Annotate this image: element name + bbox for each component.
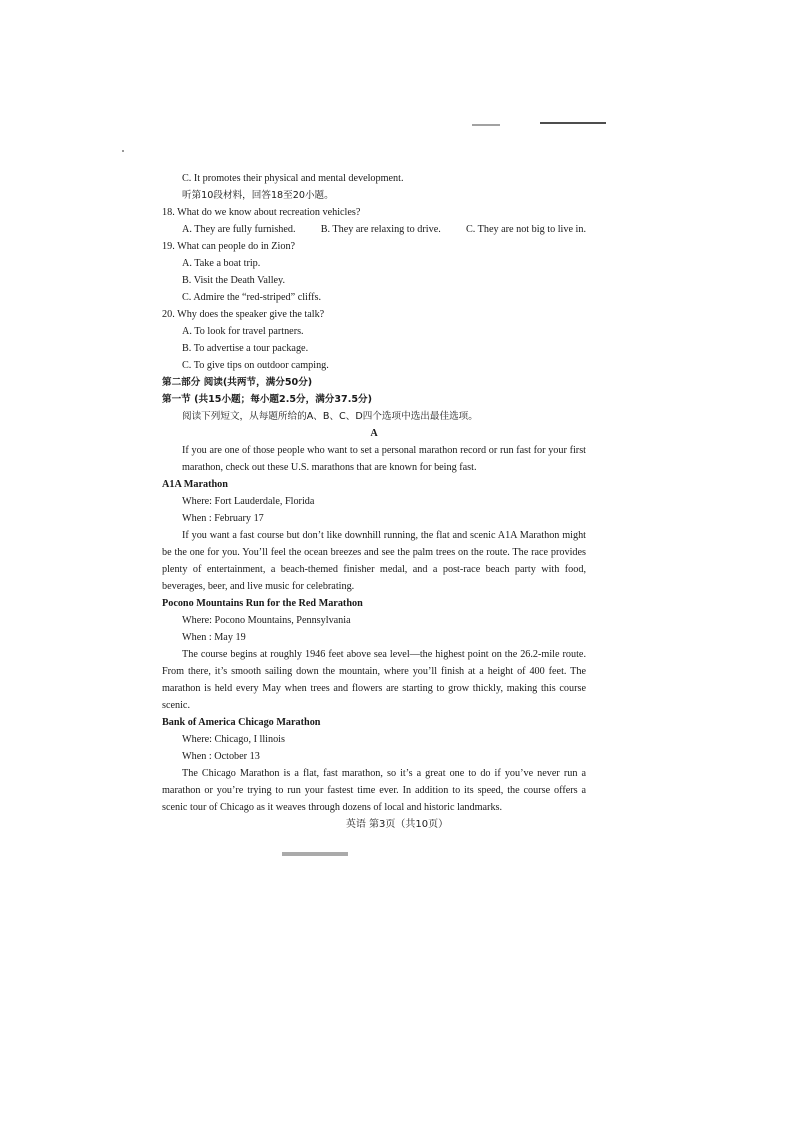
marathon-2-when: When : May 19: [182, 632, 246, 643]
q17-option-c: C. It promotes their physical and mental development.: [182, 173, 404, 184]
marathon-2-name: Pocono Mountains Run for the Red Marathon: [162, 598, 363, 609]
q19-option-c: C. Admire the “red-striped” cliffs.: [182, 292, 321, 303]
marathon-3-when: When : October 13: [182, 751, 260, 762]
q18-question: 18. What do we know about recreation vehicles?: [162, 207, 361, 218]
q19-option-b: B. Visit the Death Valley.: [182, 275, 286, 286]
marathon-3-name: Bank of America Chicago Marathon: [162, 717, 321, 728]
q18-option-c: C. They are not big to live in.: [465, 224, 586, 235]
q18-options: [162, 221, 586, 238]
marathon-1-name: A1A Marathon: [162, 479, 228, 490]
section1-title: 第一节 (共15小题；每小题2.5分，满分37.5分): [162, 394, 373, 405]
marathon-2-where: Where: Pocono Mountains, Pennsylvania: [182, 615, 351, 626]
marathon-2-description: The course begins at roughly 1946 feet above sea level—the highest point on the 26.2-mile route. From there, it’s smooth sailing down the mountain, where you’ll finish at a height of 400 feet. The marathon is held every May when trees and flowers are starting to grow thickly, making this course scenic.: [162, 649, 586, 711]
q18-option-a: A. They are fully furnished.: [182, 224, 296, 235]
reading-instruction: 阅读下列短文，从每题所给的A、B、C、D四个选项中选出最佳选项。: [182, 411, 478, 422]
marathon-3-description: The Chicago Marathon is a flat, fast marathon, so it’s a great one to do if you’ve never run a marathon or you’re trying to run your fastest time ever. In addition to its speed, the course offers a scenic tour of Chicago as it weaves through dozens of local and historic landmarks.: [162, 768, 586, 813]
scan-artifact-top-left-dash: [472, 124, 500, 126]
passage-intro: If you are one of those people who want to set a personal marathon record or run fast for your first marathon, check out these U.S. marathons that are known for being fast.: [182, 445, 586, 473]
scan-artifact-top-right-dash: [540, 122, 606, 124]
q20-question: 20. Why does the speaker give the talk?: [162, 309, 325, 320]
scan-artifact-bottom-dash: [282, 852, 348, 856]
q20-option-b: B. To advertise a tour package.: [182, 343, 309, 354]
passage-letter: A: [370, 428, 378, 439]
marathon-1-when: When : February 17: [182, 513, 264, 524]
marathon-1-description: If you want a fast course but don’t like downhill running, the flat and scenic A1A Marathon might be the one for you. You’ll feel the ocean breezes and see the palm trees on the route. The race provides plenty of entertainment, a beach-themed finisher medal, and a post-race beach party with food, beverages, beer, and live music for celebrating.: [162, 530, 586, 592]
q18-option-b: B. They are relaxing to drive.: [320, 224, 441, 235]
scan-artifact-dot: [122, 150, 124, 152]
q20-option-a: A. To look for travel partners.: [182, 326, 304, 337]
exam-page-content: [162, 170, 586, 816]
marathon-3-where: Where: Chicago, I llinois: [182, 734, 285, 745]
section10-instruction: 听第10段材料，回答18至20小题。: [182, 190, 334, 201]
q19-option-a: A. Take a boat trip.: [182, 258, 261, 269]
page-footer: 英语 第3页（共10页）: [345, 819, 449, 830]
part2-title: 第二部分 阅读(共两节，满分50分): [162, 377, 313, 388]
q20-option-c: C. To give tips on outdoor camping.: [182, 360, 329, 371]
q19-question: 19. What can people do in Zion?: [162, 241, 296, 252]
marathon-1-where: Where: Fort Lauderdale, Florida: [182, 496, 315, 507]
